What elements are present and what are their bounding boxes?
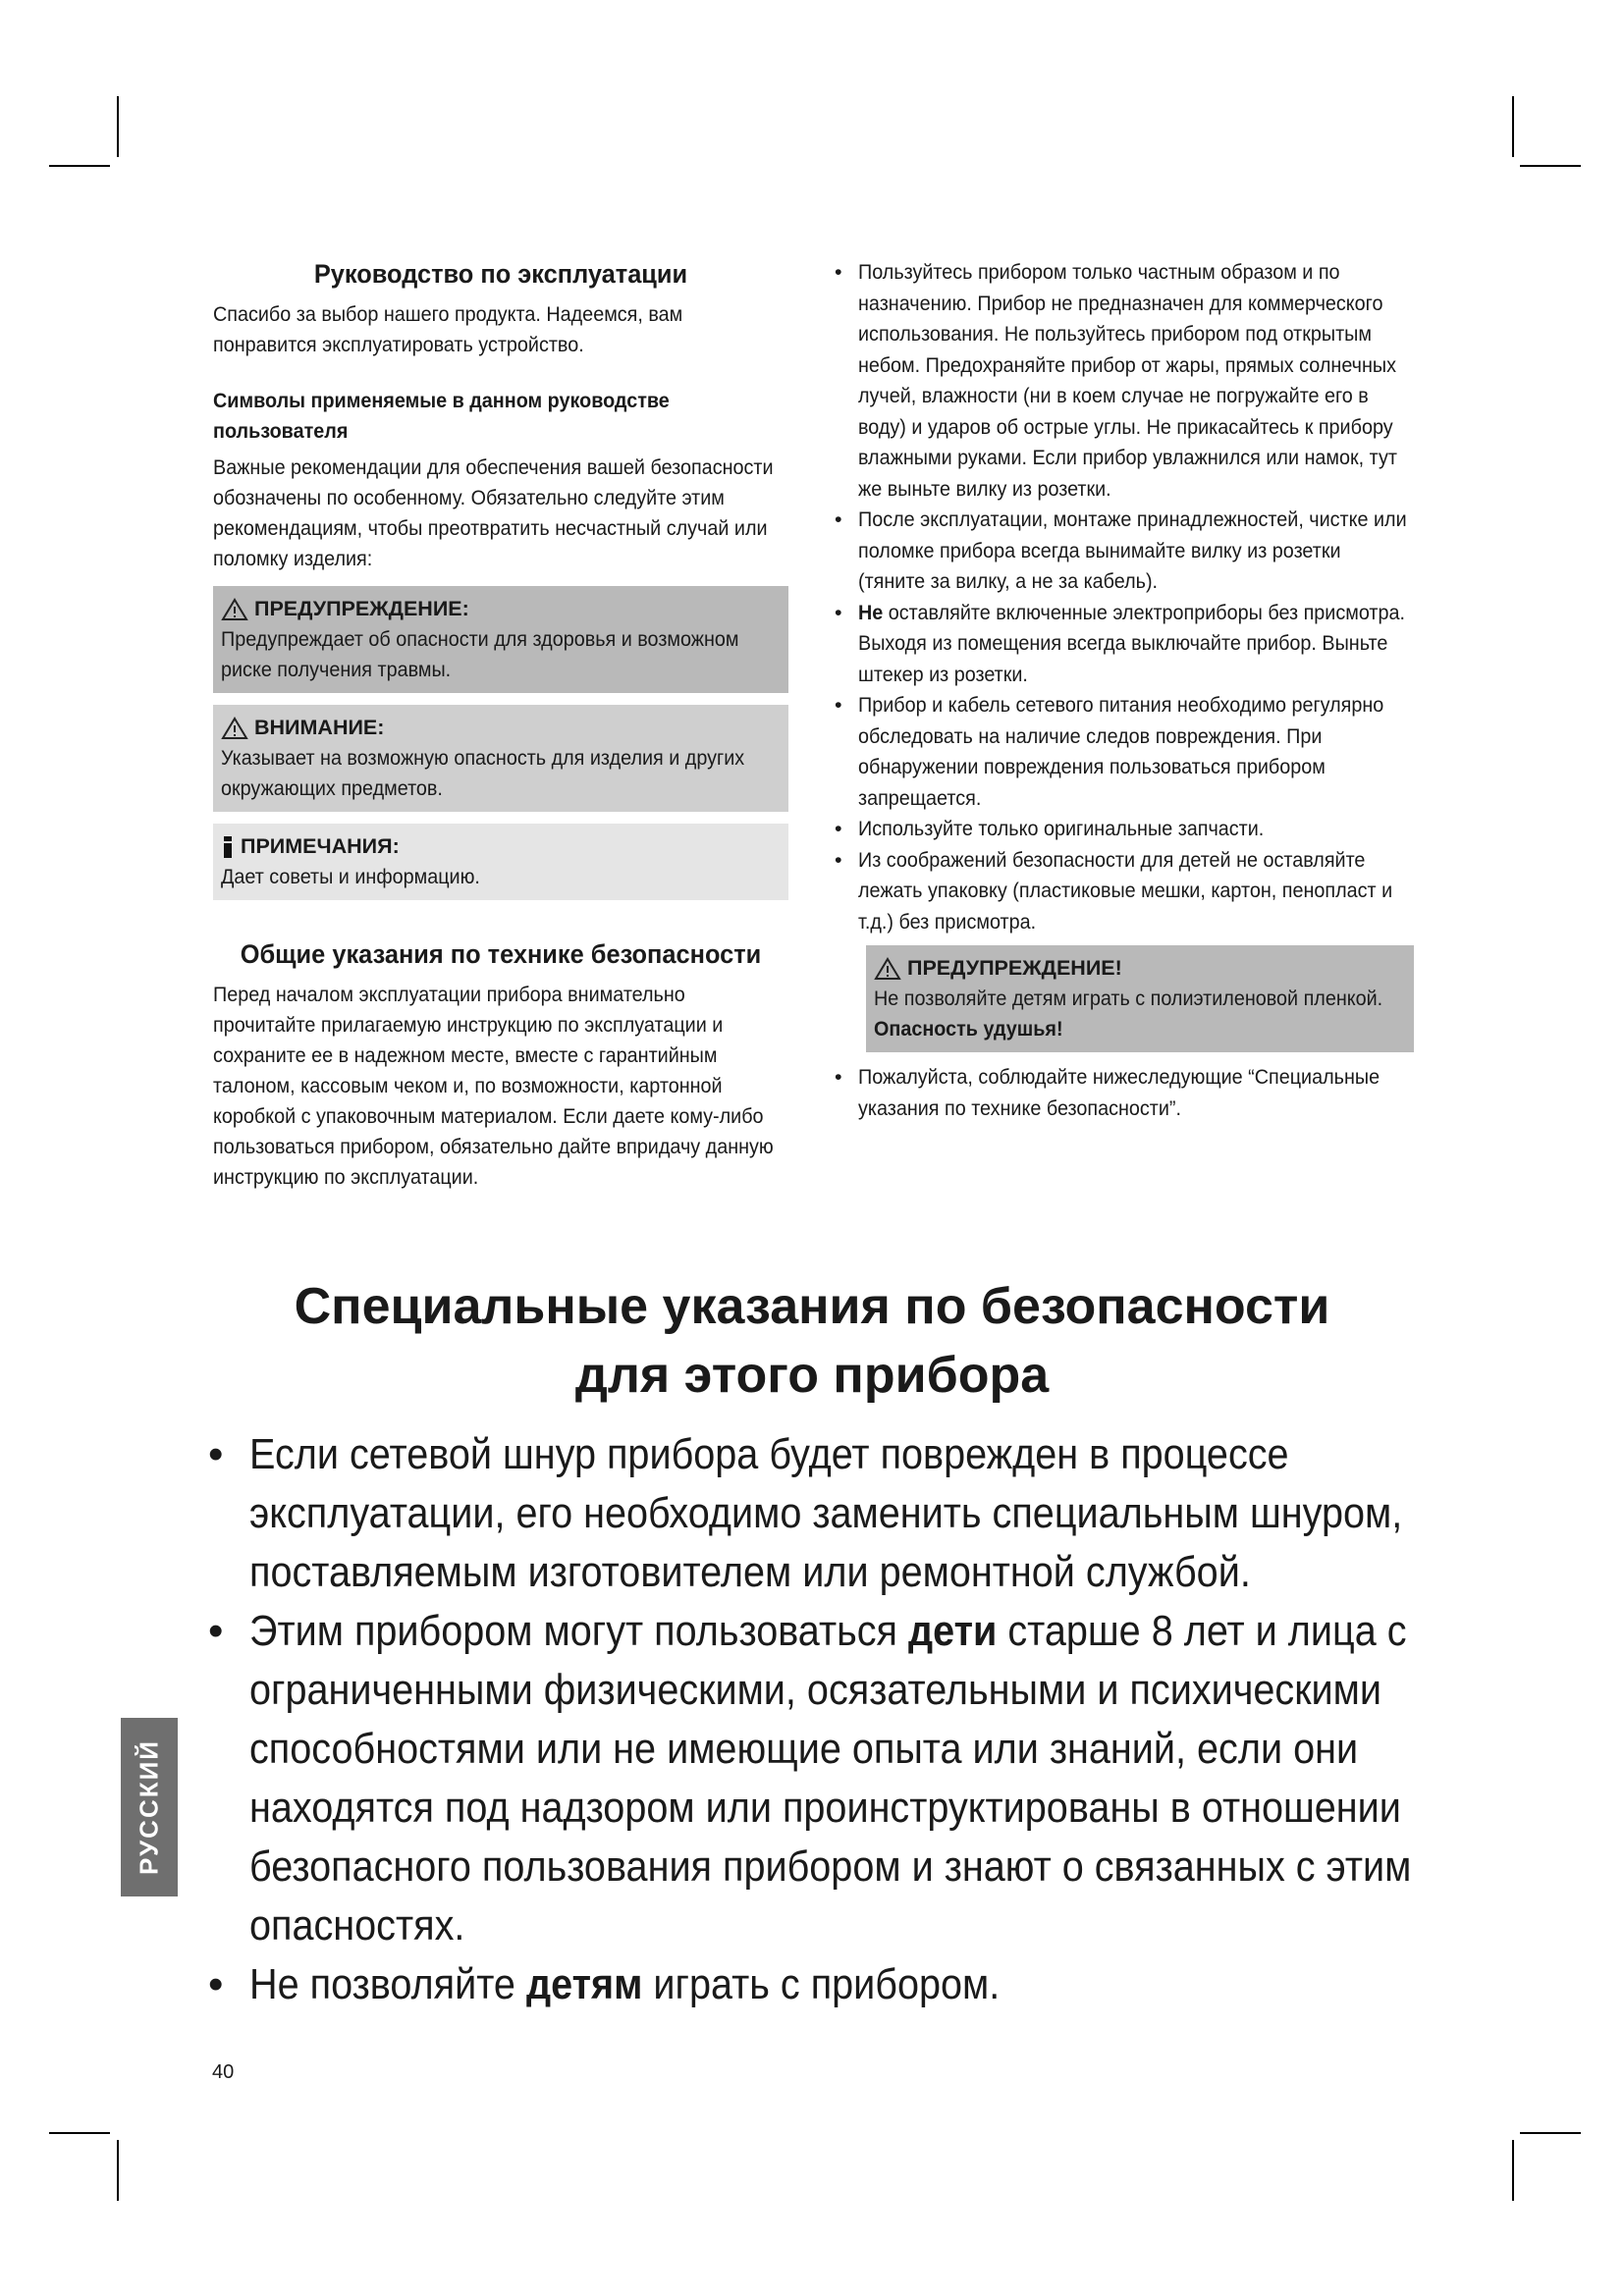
symbols-text: Важные рекомендации для обеспечения вашей безопасности обозначены по особенному. Обязательно следуйте этим рекомендациям, чтобы преотвратить несчастный случай или поломку изделия: <box>213 455 774 570</box>
warning-triangle-icon <box>221 717 248 740</box>
list-item: • Не позволяйте детям играть с прибором. <box>208 1960 1001 2008</box>
list-item: • Пользуйтесь прибором только частным образом и по назначению. Прибор не предназначен для коммерческого использования. Не пользуйтесь прибором под открытым небом. Предохраняйте прибор от жары, прямых солнечных лучей, влажности (ни в коем случае не погружайте его в воду) и ударов об острые углы. Не прикасайтесь к прибору влажными руками. Если прибор увлажнился или намок, тут же выньте вилку из розетки. <box>835 260 1397 501</box>
special-safety-title: Специальные указания по безопасности для этого прибора <box>294 1278 1330 1404</box>
list-item: • Этим прибором могут пользоваться дети старше 8 лет и лица с ограниченными физическими, осязательными и психическими способностями или не имеющие опыта или знаний, если они находятся под надзором или проинструктированы в отношении безопасного пользования прибором и знают о связанных с этим опасностях. <box>208 1607 1412 1949</box>
special-safety-list <box>208 1425 1455 2014</box>
note-box <box>213 824 788 900</box>
crop-mark <box>49 2132 110 2134</box>
list-item: • Пожалуйста, соблюдайте нижеследующие “Специальные указания по технике безопасности”. <box>835 1065 1380 1120</box>
caution-text: Указывает на возможную опасность для изделия и других окружающих предметов. <box>221 746 745 800</box>
crop-mark <box>1512 96 1514 157</box>
safety-list <box>835 257 1414 937</box>
list-item: • Не оставляйте включенные электроприборы без присмотра. Выходя из помещения всегда выключайте прибор. Выньте штекер из розетки. <box>835 600 1405 686</box>
warning-box-suffocation <box>866 945 1414 1052</box>
warning-box <box>213 586 788 693</box>
list-item: • Используйте только оригинальные запчасти. <box>835 817 1265 840</box>
note-title: ПРИМЕЧАНИЯ: <box>241 834 400 858</box>
crop-mark <box>1520 165 1581 167</box>
list-item: • После эксплуатации, монтаже принадлежностей, чистке или поломке прибора всегда вынимайте вилку из розетки (тяните за вилку, а не за кабель). <box>835 507 1407 593</box>
warning-title: ПРЕДУПРЕЖДЕНИЕ: <box>254 597 469 620</box>
list-item: • Если сетевой шнур прибора будет поврежден в процессе эксплуатации, его необходимо заменить специальным шнуром, поставляемым изготовителем или ремонтной службой. <box>208 1430 1403 1596</box>
crop-mark <box>117 96 119 157</box>
right-column <box>835 257 1414 1124</box>
safety-list-end <box>835 1062 1414 1124</box>
warning-text: Предупреждает об опасности для здоровья и возможном риске получения травмы. <box>221 627 739 681</box>
warning-title: ПРЕДУПРЕЖДЕНИЕ! <box>907 956 1122 980</box>
crop-mark <box>1520 2132 1581 2134</box>
crop-mark <box>1512 2140 1514 2201</box>
note-text: Дает советы и информацию. <box>221 865 480 888</box>
list-item: • Прибор и кабель сетевого питания необходимо регулярно обследовать на наличие следов повреждения. При обнаружении повреждения пользоваться прибором запрещается. <box>835 693 1384 810</box>
page-number: 40 <box>212 2061 235 2083</box>
list-item: • Из соображений безопасности для детей не оставляйте лежать упаковку (пластиковые мешки, картон, пенопласт и т.д.) без присмотра. <box>835 847 1393 934</box>
crop-mark <box>49 165 110 167</box>
language-tab: РУССКИЙ <box>121 1718 178 1896</box>
crop-mark <box>117 2140 119 2201</box>
info-icon <box>221 835 235 859</box>
intro-text: Спасибо за выбор нашего продукта. Надеемся, вам понравится эксплуатировать устройство. <box>213 302 683 356</box>
general-safety-title: Общие указания по технике безопасности <box>240 939 762 969</box>
warning-triangle-icon <box>874 957 901 981</box>
caution-box <box>213 705 788 812</box>
manual-title: Руководство по эксплуатации <box>313 259 688 289</box>
caution-title: ВНИМАНИЕ: <box>254 716 385 739</box>
warning-text: Не позволяйте детям играть с полиэтиленовой пленкой. Опасность удушья! <box>874 987 1383 1041</box>
left-column <box>213 253 788 1193</box>
symbols-heading: Символы применяемые в данном руководстве пользователя <box>213 389 670 443</box>
general-safety-text: Перед началом эксплуатации прибора внимательно прочитайте прилагаемую инструкцию по эксплуатации и сохраните ее в надежном месте, вместе с гарантийным талоном, кассовым чеком и, по возможности, картонной коробкой с упаковочным материалом. Если даете кому-либо пользоваться прибором, обязательно дайте впридачу данную инструкцию по эксплуатации. <box>213 983 774 1189</box>
warning-triangle-icon <box>221 598 248 621</box>
